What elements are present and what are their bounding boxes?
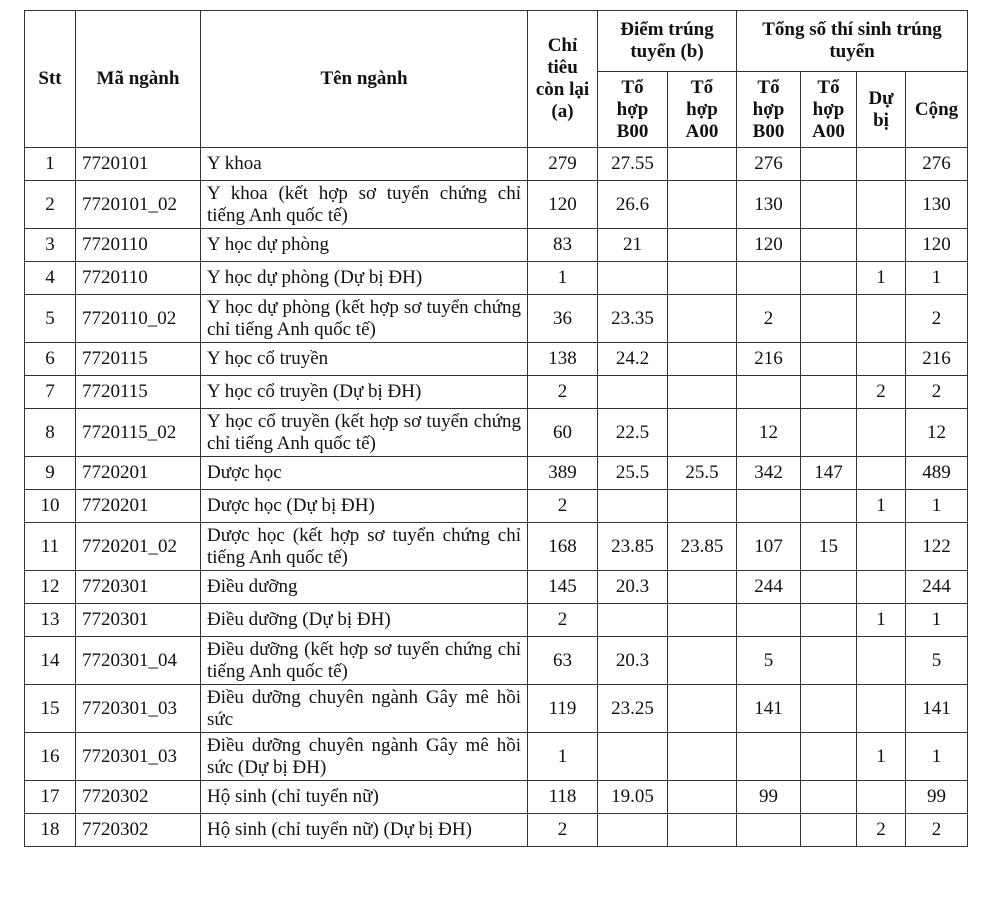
table-row — [25, 571, 968, 604]
cell-total-a00 — [801, 604, 857, 637]
cell-quota: 145 — [528, 571, 598, 604]
cell-stt: 18 — [25, 814, 76, 847]
cell-total-b00 — [737, 490, 801, 523]
cell-score-b00: 24.2 — [598, 343, 668, 376]
cell-quota: 60 — [528, 409, 598, 457]
cell-name: Điều dưỡng — [201, 571, 528, 604]
cell-quota: 120 — [528, 181, 598, 229]
table-row — [25, 733, 968, 781]
cell-name: Dược học — [201, 457, 528, 490]
cell-score-b00 — [598, 814, 668, 847]
cell-score-b00: 20.3 — [598, 637, 668, 685]
table-row — [25, 376, 968, 409]
cell-total-a00 — [801, 295, 857, 343]
cell-code: 7720301 — [76, 604, 201, 637]
cell-quota: 83 — [528, 229, 598, 262]
cell-score-a00 — [668, 376, 737, 409]
header-score-a00: Tổ hợp A00 — [668, 72, 737, 148]
cell-reserve — [857, 637, 906, 685]
cell-total-b00: 130 — [737, 181, 801, 229]
cell-stt: 11 — [25, 523, 76, 571]
cell-sum: 2 — [906, 376, 968, 409]
cell-score-a00 — [668, 262, 737, 295]
cell-total-b00: 276 — [737, 148, 801, 181]
cell-quota: 119 — [528, 685, 598, 733]
cell-name: Y khoa — [201, 148, 528, 181]
table-body — [25, 148, 968, 847]
cell-reserve — [857, 229, 906, 262]
cell-code: 7720115_02 — [76, 409, 201, 457]
cell-total-a00 — [801, 733, 857, 781]
cell-total-b00 — [737, 604, 801, 637]
cell-reserve — [857, 343, 906, 376]
cell-total-b00: 99 — [737, 781, 801, 814]
cell-total-b00 — [737, 376, 801, 409]
cell-sum: 12 — [906, 409, 968, 457]
cell-sum: 130 — [906, 181, 968, 229]
cell-reserve: 1 — [857, 262, 906, 295]
cell-score-a00 — [668, 295, 737, 343]
cell-reserve — [857, 148, 906, 181]
cell-code: 7720110 — [76, 229, 201, 262]
cell-sum: 99 — [906, 781, 968, 814]
cell-total-b00: 216 — [737, 343, 801, 376]
cell-reserve: 2 — [857, 376, 906, 409]
cell-code: 7720101_02 — [76, 181, 201, 229]
cell-total-b00: 244 — [737, 571, 801, 604]
cell-score-b00: 20.3 — [598, 571, 668, 604]
table-row — [25, 814, 968, 847]
cell-name: Y khoa (kết hợp sơ tuyển chứng chỉ tiếng Anh quốc tế) — [201, 181, 528, 229]
cell-stt: 16 — [25, 733, 76, 781]
cell-name: Dược học (Dự bị ĐH) — [201, 490, 528, 523]
cell-code: 7720201 — [76, 490, 201, 523]
cell-total-b00: 141 — [737, 685, 801, 733]
cell-quota: 2 — [528, 376, 598, 409]
cell-code: 7720115 — [76, 343, 201, 376]
cell-score-b00: 23.85 — [598, 523, 668, 571]
table-row — [25, 181, 968, 229]
cell-name: Điều dưỡng chuyên ngành Gây mê hồi sức (Dự bị ĐH) — [201, 733, 528, 781]
cell-sum: 1 — [906, 262, 968, 295]
header-total-group: Tổng số thí sinh trúng tuyển — [737, 11, 968, 72]
cell-total-b00: 120 — [737, 229, 801, 262]
cell-total-b00 — [737, 733, 801, 781]
admissions-table — [24, 10, 968, 847]
cell-score-a00 — [668, 490, 737, 523]
cell-total-b00: 2 — [737, 295, 801, 343]
cell-score-a00 — [668, 571, 737, 604]
cell-reserve — [857, 571, 906, 604]
cell-total-a00: 147 — [801, 457, 857, 490]
table-row — [25, 604, 968, 637]
cell-sum: 216 — [906, 343, 968, 376]
cell-stt: 1 — [25, 148, 76, 181]
cell-quota: 1 — [528, 733, 598, 781]
cell-quota: 2 — [528, 814, 598, 847]
cell-name: Hộ sinh (chỉ tuyển nữ) (Dự bị ĐH) — [201, 814, 528, 847]
cell-reserve — [857, 181, 906, 229]
cell-quota: 1 — [528, 262, 598, 295]
cell-score-a00 — [668, 229, 737, 262]
cell-reserve: 1 — [857, 733, 906, 781]
cell-name: Y học dự phòng (kết hợp sơ tuyển chứng chỉ tiếng Anh quốc tế) — [201, 295, 528, 343]
cell-sum: 120 — [906, 229, 968, 262]
cell-score-a00 — [668, 409, 737, 457]
cell-name: Điều dưỡng (kết hợp sơ tuyển chứng chỉ tiếng Anh quốc tế) — [201, 637, 528, 685]
cell-score-a00 — [668, 343, 737, 376]
cell-reserve: 1 — [857, 490, 906, 523]
cell-total-a00 — [801, 571, 857, 604]
cell-total-a00 — [801, 376, 857, 409]
header-code: Mã ngành — [76, 11, 201, 148]
cell-score-a00: 23.85 — [668, 523, 737, 571]
cell-code: 7720301_03 — [76, 733, 201, 781]
cell-quota: 279 — [528, 148, 598, 181]
header-quota: Chỉ tiêu còn lại (a) — [528, 11, 598, 148]
cell-stt: 3 — [25, 229, 76, 262]
cell-stt: 8 — [25, 409, 76, 457]
cell-code: 7720302 — [76, 781, 201, 814]
cell-score-b00: 23.35 — [598, 295, 668, 343]
cell-total-b00: 12 — [737, 409, 801, 457]
cell-code: 7720110 — [76, 262, 201, 295]
cell-code: 7720115 — [76, 376, 201, 409]
cell-stt: 15 — [25, 685, 76, 733]
cell-score-b00: 19.05 — [598, 781, 668, 814]
table-row — [25, 229, 968, 262]
cell-sum: 122 — [906, 523, 968, 571]
cell-code: 7720301_04 — [76, 637, 201, 685]
table-row — [25, 685, 968, 733]
cell-stt: 10 — [25, 490, 76, 523]
header-name: Tên ngành — [201, 11, 528, 148]
cell-reserve — [857, 781, 906, 814]
cell-score-a00: 25.5 — [668, 457, 737, 490]
cell-reserve: 2 — [857, 814, 906, 847]
cell-score-b00 — [598, 262, 668, 295]
cell-score-a00 — [668, 637, 737, 685]
cell-sum: 1 — [906, 733, 968, 781]
cell-code: 7720302 — [76, 814, 201, 847]
cell-stt: 2 — [25, 181, 76, 229]
cell-score-b00 — [598, 604, 668, 637]
cell-name: Y học dự phòng (Dự bị ĐH) — [201, 262, 528, 295]
cell-quota: 2 — [528, 490, 598, 523]
cell-reserve — [857, 685, 906, 733]
cell-score-b00: 25.5 — [598, 457, 668, 490]
cell-total-b00: 342 — [737, 457, 801, 490]
cell-sum: 1 — [906, 490, 968, 523]
table-row — [25, 490, 968, 523]
cell-reserve — [857, 295, 906, 343]
cell-quota: 63 — [528, 637, 598, 685]
cell-code: 7720301 — [76, 571, 201, 604]
header-score-b00: Tổ hợp B00 — [598, 72, 668, 148]
cell-quota: 36 — [528, 295, 598, 343]
cell-stt: 6 — [25, 343, 76, 376]
cell-code: 7720110_02 — [76, 295, 201, 343]
cell-total-a00 — [801, 685, 857, 733]
cell-stt: 7 — [25, 376, 76, 409]
cell-score-a00 — [668, 814, 737, 847]
cell-stt: 4 — [25, 262, 76, 295]
cell-name: Y học dự phòng — [201, 229, 528, 262]
cell-code: 7720301_03 — [76, 685, 201, 733]
cell-total-a00 — [801, 814, 857, 847]
cell-name: Hộ sinh (chỉ tuyển nữ) — [201, 781, 528, 814]
cell-total-b00: 107 — [737, 523, 801, 571]
header-total-b00: Tổ hợp B00 — [737, 72, 801, 148]
cell-total-a00 — [801, 637, 857, 685]
cell-quota: 2 — [528, 604, 598, 637]
header-score-group: Điểm trúng tuyển (b) — [598, 11, 737, 72]
cell-stt: 13 — [25, 604, 76, 637]
cell-score-b00: 23.25 — [598, 685, 668, 733]
cell-code: 7720201 — [76, 457, 201, 490]
cell-score-a00 — [668, 685, 737, 733]
cell-score-a00 — [668, 781, 737, 814]
cell-reserve: 1 — [857, 604, 906, 637]
cell-sum: 1 — [906, 604, 968, 637]
cell-total-a00: 15 — [801, 523, 857, 571]
cell-name: Điều dưỡng (Dự bị ĐH) — [201, 604, 528, 637]
cell-sum: 276 — [906, 148, 968, 181]
cell-sum: 489 — [906, 457, 968, 490]
table-row — [25, 523, 968, 571]
cell-score-a00 — [668, 733, 737, 781]
cell-quota: 168 — [528, 523, 598, 571]
table-row — [25, 148, 968, 181]
cell-code: 7720101 — [76, 148, 201, 181]
cell-total-a00 — [801, 343, 857, 376]
table-row — [25, 409, 968, 457]
table-row — [25, 343, 968, 376]
header-stt: Stt — [25, 11, 76, 148]
table-row — [25, 457, 968, 490]
cell-score-a00 — [668, 181, 737, 229]
cell-total-a00 — [801, 229, 857, 262]
header-reserve: Dự bị — [857, 72, 906, 148]
header-total-a00: Tổ hợp A00 — [801, 72, 857, 148]
cell-sum: 141 — [906, 685, 968, 733]
table-row — [25, 637, 968, 685]
cell-name: Dược học (kết hợp sơ tuyển chứng chỉ tiếng Anh quốc tế) — [201, 523, 528, 571]
cell-sum: 2 — [906, 295, 968, 343]
cell-score-b00: 21 — [598, 229, 668, 262]
cell-code: 7720201_02 — [76, 523, 201, 571]
cell-name: Điều dưỡng chuyên ngành Gây mê hồi sức — [201, 685, 528, 733]
cell-quota: 118 — [528, 781, 598, 814]
cell-score-b00: 26.6 — [598, 181, 668, 229]
cell-reserve — [857, 523, 906, 571]
cell-name: Y học cổ truyền — [201, 343, 528, 376]
cell-score-b00: 27.55 — [598, 148, 668, 181]
table-row — [25, 262, 968, 295]
cell-total-b00 — [737, 814, 801, 847]
cell-quota: 389 — [528, 457, 598, 490]
cell-sum: 5 — [906, 637, 968, 685]
table-row — [25, 295, 968, 343]
cell-score-b00 — [598, 376, 668, 409]
cell-reserve — [857, 409, 906, 457]
cell-score-b00 — [598, 733, 668, 781]
cell-total-a00 — [801, 148, 857, 181]
cell-stt: 17 — [25, 781, 76, 814]
cell-sum: 244 — [906, 571, 968, 604]
cell-stt: 12 — [25, 571, 76, 604]
cell-stt: 9 — [25, 457, 76, 490]
cell-score-b00: 22.5 — [598, 409, 668, 457]
cell-total-a00 — [801, 490, 857, 523]
cell-score-a00 — [668, 604, 737, 637]
cell-total-a00 — [801, 181, 857, 229]
cell-stt: 14 — [25, 637, 76, 685]
cell-total-a00 — [801, 409, 857, 457]
cell-total-b00 — [737, 262, 801, 295]
header-sum: Cộng — [906, 72, 968, 148]
table-row — [25, 781, 968, 814]
cell-quota: 138 — [528, 343, 598, 376]
cell-reserve — [857, 457, 906, 490]
cell-total-a00 — [801, 262, 857, 295]
cell-sum: 2 — [906, 814, 968, 847]
header-row-top — [25, 11, 968, 72]
cell-score-b00 — [598, 490, 668, 523]
cell-name: Y học cổ truyền (kết hợp sơ tuyển chứng chỉ tiếng Anh quốc tế) — [201, 409, 528, 457]
cell-score-a00 — [668, 148, 737, 181]
cell-total-a00 — [801, 781, 857, 814]
cell-stt: 5 — [25, 295, 76, 343]
cell-name: Y học cổ truyền (Dự bị ĐH) — [201, 376, 528, 409]
cell-total-b00: 5 — [737, 637, 801, 685]
